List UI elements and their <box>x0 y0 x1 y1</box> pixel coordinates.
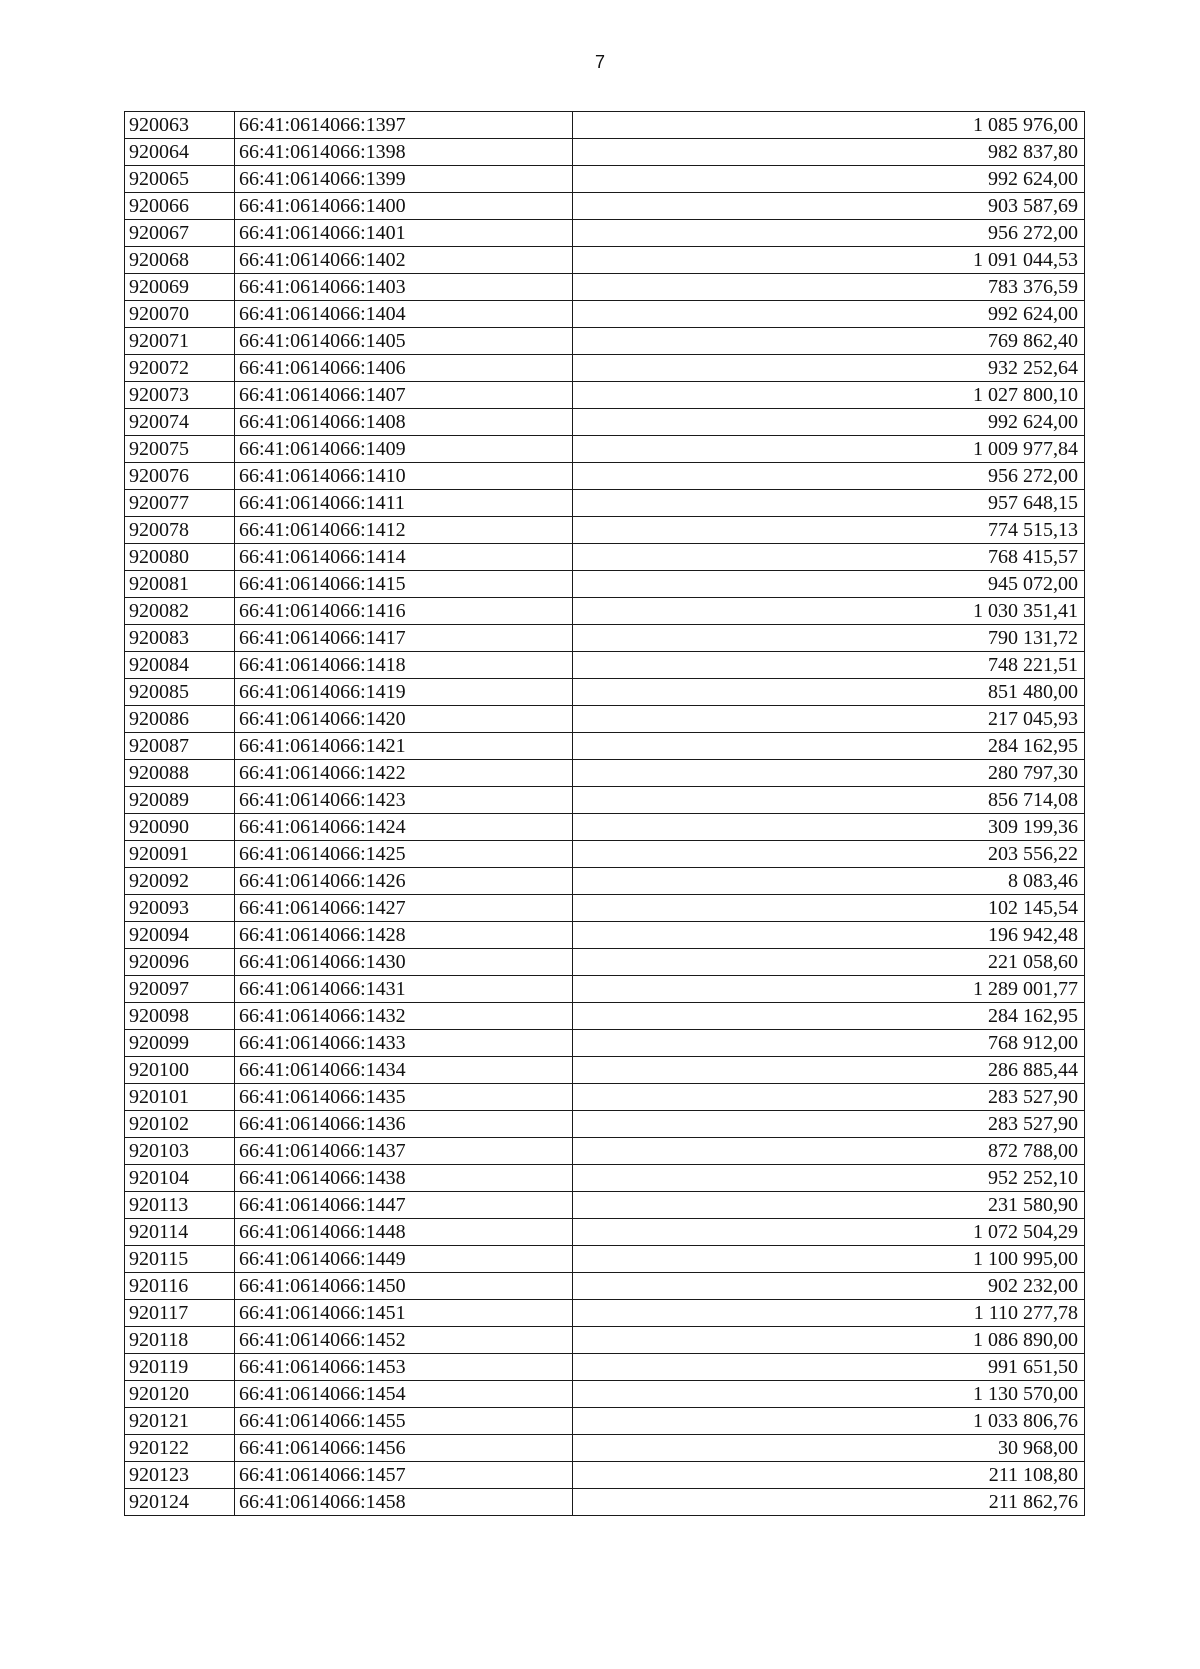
table-row <box>125 382 1085 409</box>
object-id-cell: 920070 <box>125 301 235 328</box>
value-cell: 851 480,00 <box>573 679 1085 706</box>
table-row <box>125 1435 1085 1462</box>
table-row <box>125 1084 1085 1111</box>
value-cell: 30 968,00 <box>573 1435 1085 1462</box>
object-id-cell: 920076 <box>125 463 235 490</box>
object-id-cell: 920121 <box>125 1408 235 1435</box>
object-id-cell: 920113 <box>125 1192 235 1219</box>
object-id-cell: 920073 <box>125 382 235 409</box>
cadastral-number-cell: 66:41:0614066:1447 <box>235 1192 573 1219</box>
object-id-cell: 920122 <box>125 1435 235 1462</box>
table-row <box>125 328 1085 355</box>
table-row <box>125 1489 1085 1516</box>
object-id-cell: 920085 <box>125 679 235 706</box>
cadastral-number-cell: 66:41:0614066:1410 <box>235 463 573 490</box>
table-row <box>125 1408 1085 1435</box>
cadastral-number-cell: 66:41:0614066:1404 <box>235 301 573 328</box>
cadastral-number-cell: 66:41:0614066:1408 <box>235 409 573 436</box>
table-row <box>125 922 1085 949</box>
value-cell: 1 130 570,00 <box>573 1381 1085 1408</box>
value-cell: 992 624,00 <box>573 166 1085 193</box>
object-id-cell: 920068 <box>125 247 235 274</box>
value-cell: 956 272,00 <box>573 220 1085 247</box>
table-row <box>125 706 1085 733</box>
value-cell: 283 527,90 <box>573 1084 1085 1111</box>
object-id-cell: 920087 <box>125 733 235 760</box>
cadastral-number-cell: 66:41:0614066:1398 <box>235 139 573 166</box>
table-row <box>125 1138 1085 1165</box>
table-row <box>125 976 1085 1003</box>
cadastral-number-cell: 66:41:0614066:1431 <box>235 976 573 1003</box>
value-cell: 221 058,60 <box>573 949 1085 976</box>
cadastral-number-cell: 66:41:0614066:1421 <box>235 733 573 760</box>
table-row <box>125 1003 1085 1030</box>
table-row <box>125 1381 1085 1408</box>
value-cell: 957 648,15 <box>573 490 1085 517</box>
cadastral-number-cell: 66:41:0614066:1450 <box>235 1273 573 1300</box>
value-cell: 768 912,00 <box>573 1030 1085 1057</box>
cadastral-number-cell: 66:41:0614066:1425 <box>235 841 573 868</box>
object-id-cell: 920104 <box>125 1165 235 1192</box>
table-row <box>125 1462 1085 1489</box>
value-cell: 286 885,44 <box>573 1057 1085 1084</box>
table-row <box>125 1111 1085 1138</box>
table-row <box>125 1030 1085 1057</box>
value-cell: 956 272,00 <box>573 463 1085 490</box>
cadastral-number-cell: 66:41:0614066:1397 <box>235 112 573 139</box>
object-id-cell: 920099 <box>125 1030 235 1057</box>
document-table <box>124 111 1084 1516</box>
value-cell: 1 009 977,84 <box>573 436 1085 463</box>
cadastral-number-cell: 66:41:0614066:1453 <box>235 1354 573 1381</box>
cadastral-number-cell: 66:41:0614066:1399 <box>235 166 573 193</box>
table-row <box>125 1300 1085 1327</box>
value-cell: 1 027 800,10 <box>573 382 1085 409</box>
table-row <box>125 652 1085 679</box>
object-id-cell: 920115 <box>125 1246 235 1273</box>
value-cell: 774 515,13 <box>573 517 1085 544</box>
table-row <box>125 1165 1085 1192</box>
object-id-cell: 920089 <box>125 787 235 814</box>
object-id-cell: 920063 <box>125 112 235 139</box>
cadastral-number-cell: 66:41:0614066:1411 <box>235 490 573 517</box>
table-row <box>125 1219 1085 1246</box>
cadastral-number-cell: 66:41:0614066:1452 <box>235 1327 573 1354</box>
table-row <box>125 112 1085 139</box>
cadastral-number-cell: 66:41:0614066:1435 <box>235 1084 573 1111</box>
object-id-cell: 920091 <box>125 841 235 868</box>
cadastral-number-cell: 66:41:0614066:1456 <box>235 1435 573 1462</box>
object-id-cell: 920120 <box>125 1381 235 1408</box>
table-row <box>125 841 1085 868</box>
object-id-cell: 920118 <box>125 1327 235 1354</box>
cadastral-number-cell: 66:41:0614066:1438 <box>235 1165 573 1192</box>
object-id-cell: 920088 <box>125 760 235 787</box>
table-row <box>125 895 1085 922</box>
object-id-cell: 920069 <box>125 274 235 301</box>
object-id-cell: 920093 <box>125 895 235 922</box>
object-id-cell: 920098 <box>125 1003 235 1030</box>
cadastral-number-cell: 66:41:0614066:1458 <box>235 1489 573 1516</box>
cadastral-number-cell: 66:41:0614066:1402 <box>235 247 573 274</box>
table-row <box>125 1327 1085 1354</box>
cadastral-number-cell: 66:41:0614066:1406 <box>235 355 573 382</box>
value-cell: 1 085 976,00 <box>573 112 1085 139</box>
value-cell: 932 252,64 <box>573 355 1085 382</box>
table-row <box>125 463 1085 490</box>
table-row <box>125 409 1085 436</box>
value-cell: 1 030 351,41 <box>573 598 1085 625</box>
cadastral-number-cell: 66:41:0614066:1418 <box>235 652 573 679</box>
object-id-cell: 920077 <box>125 490 235 517</box>
value-cell: 309 199,36 <box>573 814 1085 841</box>
table-row <box>125 274 1085 301</box>
cadastral-table <box>124 111 1085 1516</box>
object-id-cell: 920071 <box>125 328 235 355</box>
value-cell: 768 415,57 <box>573 544 1085 571</box>
object-id-cell: 920124 <box>125 1489 235 1516</box>
object-id-cell: 920114 <box>125 1219 235 1246</box>
object-id-cell: 920086 <box>125 706 235 733</box>
cadastral-number-cell: 66:41:0614066:1409 <box>235 436 573 463</box>
table-row <box>125 760 1085 787</box>
value-cell: 1 072 504,29 <box>573 1219 1085 1246</box>
table-row <box>125 625 1085 652</box>
cadastral-number-cell: 66:41:0614066:1433 <box>235 1030 573 1057</box>
object-id-cell: 920119 <box>125 1354 235 1381</box>
cadastral-number-cell: 66:41:0614066:1448 <box>235 1219 573 1246</box>
cadastral-number-cell: 66:41:0614066:1455 <box>235 1408 573 1435</box>
value-cell: 196 942,48 <box>573 922 1085 949</box>
table-row <box>125 355 1085 382</box>
cadastral-number-cell: 66:41:0614066:1430 <box>235 949 573 976</box>
object-id-cell: 920078 <box>125 517 235 544</box>
table-row <box>125 220 1085 247</box>
object-id-cell: 920080 <box>125 544 235 571</box>
value-cell: 856 714,08 <box>573 787 1085 814</box>
table-row <box>125 247 1085 274</box>
table-row <box>125 868 1085 895</box>
object-id-cell: 920067 <box>125 220 235 247</box>
cadastral-number-cell: 66:41:0614066:1424 <box>235 814 573 841</box>
cadastral-number-cell: 66:41:0614066:1454 <box>235 1381 573 1408</box>
cadastral-number-cell: 66:41:0614066:1426 <box>235 868 573 895</box>
table-row <box>125 1273 1085 1300</box>
table-row <box>125 1057 1085 1084</box>
value-cell: 952 252,10 <box>573 1165 1085 1192</box>
value-cell: 991 651,50 <box>573 1354 1085 1381</box>
cadastral-number-cell: 66:41:0614066:1457 <box>235 1462 573 1489</box>
cadastral-number-cell: 66:41:0614066:1401 <box>235 220 573 247</box>
value-cell: 284 162,95 <box>573 733 1085 760</box>
object-id-cell: 920072 <box>125 355 235 382</box>
object-id-cell: 920103 <box>125 1138 235 1165</box>
cadastral-number-cell: 66:41:0614066:1400 <box>235 193 573 220</box>
value-cell: 783 376,59 <box>573 274 1085 301</box>
value-cell: 1 100 995,00 <box>573 1246 1085 1273</box>
table-row <box>125 139 1085 166</box>
cadastral-number-cell: 66:41:0614066:1422 <box>235 760 573 787</box>
value-cell: 1 091 044,53 <box>573 247 1085 274</box>
object-id-cell: 920102 <box>125 1111 235 1138</box>
object-id-cell: 920081 <box>125 571 235 598</box>
object-id-cell: 920096 <box>125 949 235 976</box>
object-id-cell: 920065 <box>125 166 235 193</box>
object-id-cell: 920064 <box>125 139 235 166</box>
value-cell: 992 624,00 <box>573 409 1085 436</box>
table-row <box>125 598 1085 625</box>
table-row <box>125 1354 1085 1381</box>
cadastral-number-cell: 66:41:0614066:1419 <box>235 679 573 706</box>
object-id-cell: 920082 <box>125 598 235 625</box>
value-cell: 1 110 277,78 <box>573 1300 1085 1327</box>
cadastral-number-cell: 66:41:0614066:1449 <box>235 1246 573 1273</box>
value-cell: 211 862,76 <box>573 1489 1085 1516</box>
table-row <box>125 166 1085 193</box>
object-id-cell: 920084 <box>125 652 235 679</box>
cadastral-number-cell: 66:41:0614066:1407 <box>235 382 573 409</box>
cadastral-number-cell: 66:41:0614066:1432 <box>235 1003 573 1030</box>
value-cell: 203 556,22 <box>573 841 1085 868</box>
value-cell: 748 221,51 <box>573 652 1085 679</box>
table-row <box>125 787 1085 814</box>
cadastral-number-cell: 66:41:0614066:1415 <box>235 571 573 598</box>
value-cell: 769 862,40 <box>573 328 1085 355</box>
table-body <box>125 112 1085 1516</box>
value-cell: 217 045,93 <box>573 706 1085 733</box>
value-cell: 280 797,30 <box>573 760 1085 787</box>
object-id-cell: 920097 <box>125 976 235 1003</box>
cadastral-number-cell: 66:41:0614066:1405 <box>235 328 573 355</box>
table-row <box>125 490 1085 517</box>
object-id-cell: 920075 <box>125 436 235 463</box>
object-id-cell: 920117 <box>125 1300 235 1327</box>
value-cell: 1 086 890,00 <box>573 1327 1085 1354</box>
cadastral-number-cell: 66:41:0614066:1417 <box>235 625 573 652</box>
table-row <box>125 733 1085 760</box>
table-row <box>125 436 1085 463</box>
value-cell: 8 083,46 <box>573 868 1085 895</box>
cadastral-number-cell: 66:41:0614066:1412 <box>235 517 573 544</box>
value-cell: 283 527,90 <box>573 1111 1085 1138</box>
value-cell: 1 033 806,76 <box>573 1408 1085 1435</box>
cadastral-number-cell: 66:41:0614066:1437 <box>235 1138 573 1165</box>
value-cell: 903 587,69 <box>573 193 1085 220</box>
table-row <box>125 1192 1085 1219</box>
object-id-cell: 920092 <box>125 868 235 895</box>
object-id-cell: 920101 <box>125 1084 235 1111</box>
cadastral-number-cell: 66:41:0614066:1434 <box>235 1057 573 1084</box>
table-row <box>125 949 1085 976</box>
value-cell: 945 072,00 <box>573 571 1085 598</box>
table-row <box>125 193 1085 220</box>
value-cell: 102 145,54 <box>573 895 1085 922</box>
cadastral-number-cell: 66:41:0614066:1428 <box>235 922 573 949</box>
object-id-cell: 920083 <box>125 625 235 652</box>
cadastral-number-cell: 66:41:0614066:1416 <box>235 598 573 625</box>
table-row <box>125 1246 1085 1273</box>
object-id-cell: 920090 <box>125 814 235 841</box>
value-cell: 284 162,95 <box>573 1003 1085 1030</box>
table-row <box>125 517 1085 544</box>
table-row <box>125 544 1085 571</box>
value-cell: 982 837,80 <box>573 139 1085 166</box>
cadastral-number-cell: 66:41:0614066:1451 <box>235 1300 573 1327</box>
object-id-cell: 920094 <box>125 922 235 949</box>
cadastral-number-cell: 66:41:0614066:1414 <box>235 544 573 571</box>
table-row <box>125 679 1085 706</box>
object-id-cell: 920100 <box>125 1057 235 1084</box>
table-row <box>125 571 1085 598</box>
object-id-cell: 920123 <box>125 1462 235 1489</box>
value-cell: 902 232,00 <box>573 1273 1085 1300</box>
object-id-cell: 920116 <box>125 1273 235 1300</box>
cadastral-number-cell: 66:41:0614066:1436 <box>235 1111 573 1138</box>
cadastral-number-cell: 66:41:0614066:1423 <box>235 787 573 814</box>
object-id-cell: 920074 <box>125 409 235 436</box>
value-cell: 231 580,90 <box>573 1192 1085 1219</box>
value-cell: 1 289 001,77 <box>573 976 1085 1003</box>
value-cell: 872 788,00 <box>573 1138 1085 1165</box>
value-cell: 790 131,72 <box>573 625 1085 652</box>
cadastral-number-cell: 66:41:0614066:1403 <box>235 274 573 301</box>
object-id-cell: 920066 <box>125 193 235 220</box>
table-row <box>125 301 1085 328</box>
cadastral-number-cell: 66:41:0614066:1427 <box>235 895 573 922</box>
cadastral-number-cell: 66:41:0614066:1420 <box>235 706 573 733</box>
value-cell: 211 108,80 <box>573 1462 1085 1489</box>
value-cell: 992 624,00 <box>573 301 1085 328</box>
table-row <box>125 814 1085 841</box>
page-number: 7 <box>594 52 605 72</box>
